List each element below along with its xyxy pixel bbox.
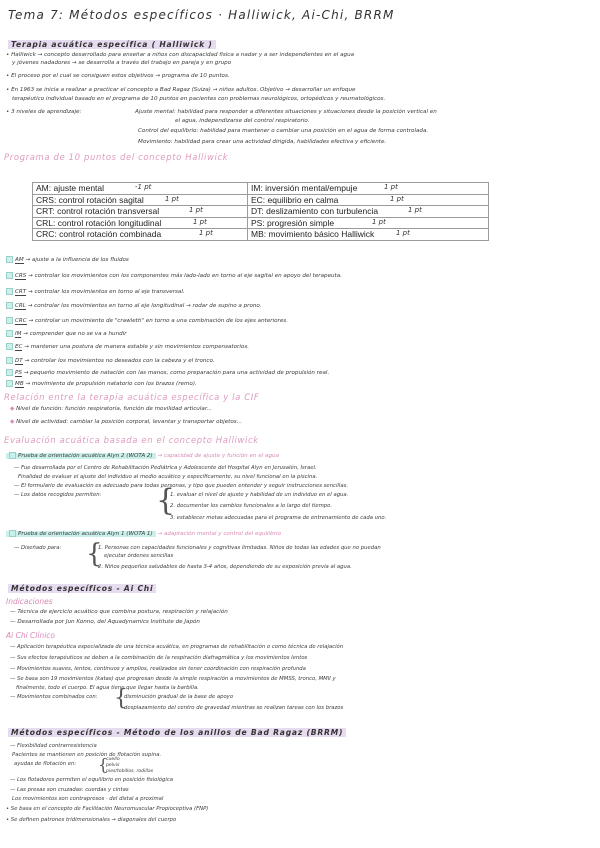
- brrm-heading: Métodos específicos - Método de los anillos de Bad Ragaz (BRRM): [8, 728, 346, 737]
- brace: {: [156, 483, 176, 518]
- level-movimiento: Movimiento: habilidad para crear una actividad dirigida, habilidades efectiva y eficiente.: [138, 139, 387, 145]
- text-line: — Sus efectos terapéuticos se deben a la combinación de la respiración diafragmática y los movimientos lentos: [10, 655, 308, 661]
- table-cell: DT: deslizamiento con turbulencia 1 pt: [248, 206, 489, 218]
- text-line: • En 1963 se inicia a realizar a practicar el concepto a Bad Ragaz (Suiza) → niños adultos. Objetivo → desarrollar un enfoque: [6, 87, 356, 93]
- table-cell: CRS: control rotación sagital 1 pt: [33, 194, 248, 206]
- wota1-label: Prueba de orientación acuática Alyn 1 (WOTA 1) → adaptación mental y control del equilibrio: [6, 530, 281, 537]
- text-line: • Se definen patrones tridimensionales → diagonales del cuerpo: [6, 817, 177, 823]
- table-row: [33, 229, 489, 241]
- text-line: — Técnica de ejercicio acuático que combina postura, respiración y relajación: [10, 609, 228, 615]
- aichi-clinico-heading: Ai Chi Clínico: [6, 631, 56, 640]
- text-line: • El proceso por el cual se consiguen estos objetivos → programa de 10 puntos.: [6, 73, 230, 79]
- relacion-heading: Relación entre la terapia acuática específica y la CIF: [4, 393, 260, 403]
- text-line: Pacientes se mantienen en posición de flotación supina.: [12, 752, 162, 758]
- brace: {: [86, 539, 103, 569]
- text-line: — Diseñado para:: [14, 545, 62, 551]
- text-line: — Movimientos suaves, lentos, continuos y amplios, realizados sin tener coordinación con respiración profunda: [10, 666, 306, 672]
- level-ajuste: Ajuste mental: habilidad para responder a diferentes situaciones y situaciones desde la posición vertical en: [135, 109, 437, 115]
- aichi-heading: Métodos específicos - Ai Chi: [8, 584, 156, 593]
- level-equilibrio: Control del equilibrio: habilidad para mantener o cambiar una posición en el agua de forma controlada.: [138, 128, 429, 134]
- table-cell: CRT: control rotación transversal 1 pt: [33, 206, 248, 218]
- text-line: ◆ Nivel de función: función respiratoria, función de movilidad articular...: [10, 406, 212, 412]
- list-item: CRC → controlar un movimiento de "crawleth" en torno a una combinación de los ejes anteriores.: [6, 317, 288, 324]
- text-line: — Los flotadores permiten el equilibrio en posición fisiológica: [10, 777, 174, 783]
- list-item: desplazamiento del centro de gravedad mientras se realizan tareas con los brazos: [124, 705, 344, 711]
- table-cell: IM: inversión mental/empuje 1 pt: [248, 183, 489, 195]
- text-line: — Flexibilidad contrarresistencia: [10, 743, 97, 749]
- text-line: Los movimientos son contrapresos · del distal a proximal: [12, 796, 164, 802]
- text-line: terapéutico individual basado en el programa de 10 puntos en pacientes con problemas neurológicos, ortopédicos y reumatológicos.: [12, 96, 386, 102]
- table-cell: AM: ajuste mental -1 pt: [33, 183, 248, 195]
- text-line: finalmente, todo el cuerpo. El agua tiene que llegar hasta la barbilla.: [16, 685, 199, 691]
- table-cell: PS: progresión simple 1 pt: [248, 217, 489, 229]
- list-item: CRL → controlar los movimientos en torno al eje longitudinal → rodar de supino a prono.: [6, 302, 262, 309]
- list-item: 2. Niños pequeños saludables de hasta 3-4 años, dependiendo de su exposición previa al agua.: [98, 564, 352, 570]
- table-row: [33, 206, 489, 218]
- table-cell: MB: movimiento básico Halliwick 1 pt: [248, 229, 489, 241]
- text-line: — Los datos recogidos permiten:: [14, 492, 102, 498]
- wota2-label: Prueba de orientación acuática Alyn 2 (WOTA 2) → capacidad de ajuste y función en el agua: [6, 452, 279, 459]
- list-item: 2. documentar los cambios funcionales a lo largo del tiempo.: [170, 503, 333, 509]
- programa-table: [32, 182, 489, 241]
- text-line: Finalidad de evaluar el ajuste del individuo al medio acuático y específicamente, su nivel funcional en la piscina.: [18, 474, 318, 480]
- table-cell: CRL: control rotación longitudinal 1 pt: [33, 217, 248, 229]
- list-item: IM → comprender que no se va a hundir: [6, 330, 127, 337]
- text-line: • Halliwick → concepto desarrollado para enseñar a niños con discapacidad física a nadar y a ser independientes en el agua: [6, 52, 355, 58]
- list-item: CRT → controlar los movimientos en torno al eje transversal.: [6, 288, 185, 295]
- list-item: EC → mantener una postura de manera estable y sin movimientos compensatorios.: [6, 343, 249, 350]
- list-item: AM → ajuste a la influencia de los fluidos: [6, 256, 129, 263]
- table-row: [33, 217, 489, 229]
- table-row: [33, 194, 489, 206]
- text-line: — Movimientos combinados con:: [10, 694, 98, 700]
- list-item: pies/tobillos, rodillas: [106, 769, 154, 774]
- text-line: • Se basa en el concepto de Facilitación Neuromuscular Propioceptiva (FNP): [6, 806, 209, 812]
- section-heading-halliwick: Terapia acuática específica ( Halliwick ): [8, 40, 216, 49]
- list-item: cuello: [106, 757, 120, 762]
- list-item: CRS → controlar los movimientos con los componentes más lado-lado en torno al eje sagital en apoyo del terapeuta.: [6, 272, 342, 279]
- list-item: 1. Personas con capacidades funcionales y cognitivas limitadas. Niños de todas las edades que no puedan: [98, 545, 381, 551]
- levels-intro: • 3 niveles de aprendizaje:: [6, 109, 82, 115]
- list-item: 1. evaluar el nivel de ajuste y habilidad de un individuo en el agua.: [170, 492, 349, 498]
- programa-heading: Programa de 10 puntos del concepto Halliwick: [4, 153, 229, 163]
- text-line: — El formulario de evaluación es adecuado para todas personas, y tipo que pueden entender y seguir instrucciones sencillas.: [14, 483, 349, 489]
- list-item: MB → movimiento de propulsión natatorio con los brazos (remo).: [6, 380, 197, 387]
- evaluacion-heading: Evaluación acuática basada en el concepto Halliwick: [4, 436, 259, 446]
- list-item: pelvis: [106, 763, 120, 768]
- text-line: — Desarrollada por Jun Konno, del Aquadynamics Institute de Japón: [10, 619, 200, 625]
- list-item: disminución gradual de la base de apoyo: [124, 694, 234, 700]
- table-cell: EC: equilibrio en calma 1 pt: [248, 194, 489, 206]
- text-line: — Fue desarrollada por el Centro de Rehabilitación Pediátrica y Adolescente del Hospital Alyn en Jerusalén, Israel.: [14, 465, 317, 471]
- list-item: 3. establecer metas adecuadas para el programa de entrenamiento de cada uno.: [170, 515, 387, 521]
- text-line: — Se basa son 19 movimientos (katas) que progresan desde la simple respiración a movimientos de MMSS, tronco, MMII y: [10, 676, 336, 682]
- text-line: ◆ Nivel de actividad: cambiar la posición corporal, levantar y transportar objetos...: [10, 419, 242, 425]
- list-item: DT → controlar los movimientos no deseados con la cabeza y el tronco.: [6, 357, 215, 364]
- table-row: [33, 183, 489, 195]
- brace: {: [114, 686, 128, 711]
- list-item: ejecutar órdenes sencillas: [104, 553, 174, 559]
- list-item: PS → pequeño movimiento de natación con las manos, como preparación para una actividad de propulsión real.: [6, 369, 329, 376]
- indicaciones-heading: Indicaciones: [6, 597, 53, 606]
- text-line: ayudas de flotación en:: [14, 761, 77, 767]
- table-cell: CRC: control rotación combinada 1 pt: [33, 229, 248, 241]
- text-line: y jóvenes nadadores → se desarrolla a través del trabajo en pareja y en grupo: [12, 60, 232, 66]
- level-ajuste-cont: el agua, independizarse del control respiratorio.: [175, 118, 310, 124]
- text-line: — Aplicación terapéutica especializada de una técnica acuática, en programas de rehabilitación o como técnica de relajación: [10, 644, 344, 650]
- page-title: Tema 7: Métodos específicos · Halliwick, Ai-Chi, BRRM: [8, 8, 395, 22]
- text-line: — Las presas son cruzadas: cuerdas y cintas: [10, 787, 129, 793]
- brace: {: [98, 755, 109, 774]
